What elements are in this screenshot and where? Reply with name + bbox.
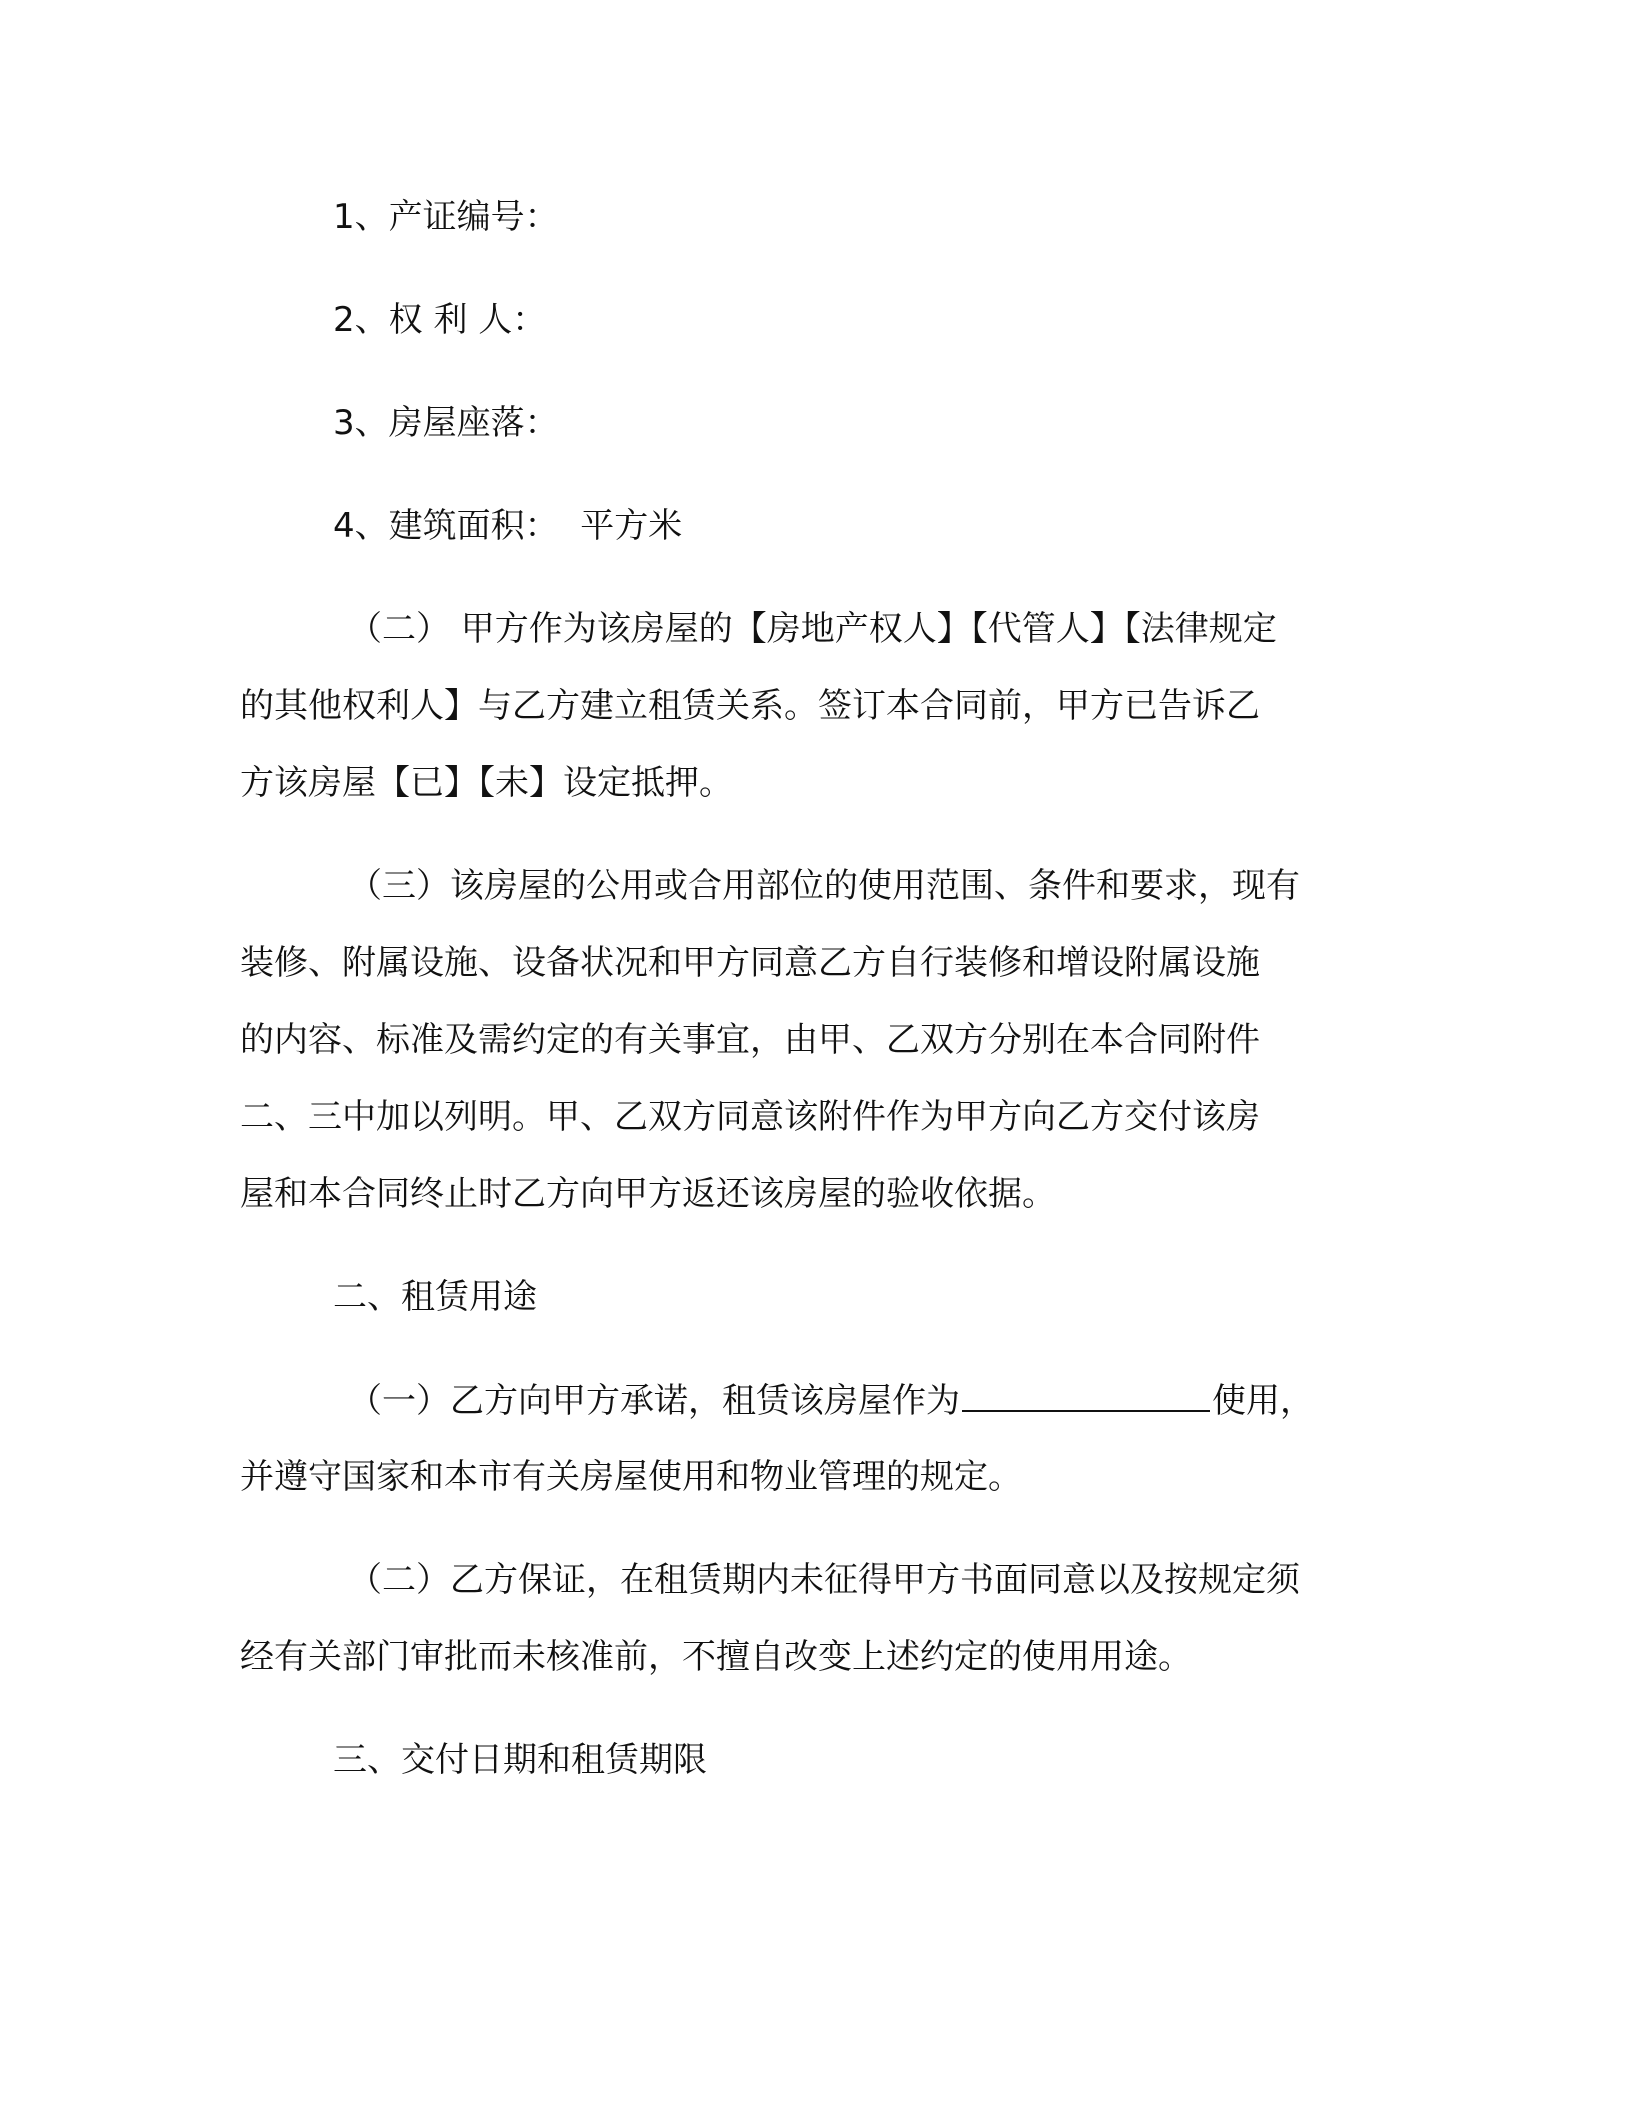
use-1-text-before: （一）乙方向甲方承诺，租赁该房屋作为	[348, 1381, 960, 1421]
item-rights-holder: 2、权 利 人：	[333, 300, 547, 340]
para-2-line-2: 的其他权利人】与乙方建立租赁关系。签订本合同前，甲方已告诉乙	[240, 686, 1260, 726]
use-1-line-1	[348, 1380, 1314, 1421]
para-3-line-3: 的内容、标准及需约定的有关事宜，由甲、乙双方分别在本合同附件	[240, 1020, 1260, 1060]
para-2-line-1: （二） 甲方作为该房屋的【房地产权人】【代管人】【法律规定	[348, 609, 1277, 649]
item-location: 3、房屋座落：	[333, 403, 559, 443]
use-2-line-1: （二）乙方保证，在租赁期内未征得甲方书面同意以及按规定须	[348, 1560, 1300, 1600]
para-3-line-2: 装修、附属设施、设备状况和甲方同意乙方自行装修和增设附属设施	[240, 943, 1260, 983]
use-1-line-2: 并遵守国家和本市有关房屋使用和物业管理的规定。	[240, 1457, 1022, 1497]
section-heading-delivery-term: 三、交付日期和租赁期限	[333, 1740, 707, 1780]
para-3-line-1: （三）该房屋的公用或合用部位的使用范围、条件和要求，现有	[348, 866, 1300, 906]
item-cert-number: 1、产证编号：	[333, 197, 559, 237]
section-heading-rental-use: 二、租赁用途	[333, 1277, 537, 1317]
item-floor-area: 4、建筑面积： 平方米	[333, 506, 683, 546]
use-1-text-after: 使用，	[1212, 1381, 1314, 1421]
para-3-line-5: 屋和本合同终止时乙方向甲方返还该房屋的验收依据。	[240, 1174, 1056, 1214]
para-3-line-4: 二、三中加以列明。甲、乙双方同意该附件作为甲方向乙方交付该房	[240, 1097, 1260, 1137]
para-2-line-3: 方该房屋【已】【未】设定抵押。	[240, 763, 733, 803]
use-purpose-blank	[962, 1380, 1210, 1412]
use-2-line-2: 经有关部门审批而未核准前，不擅自改变上述约定的使用用途。	[240, 1637, 1192, 1677]
